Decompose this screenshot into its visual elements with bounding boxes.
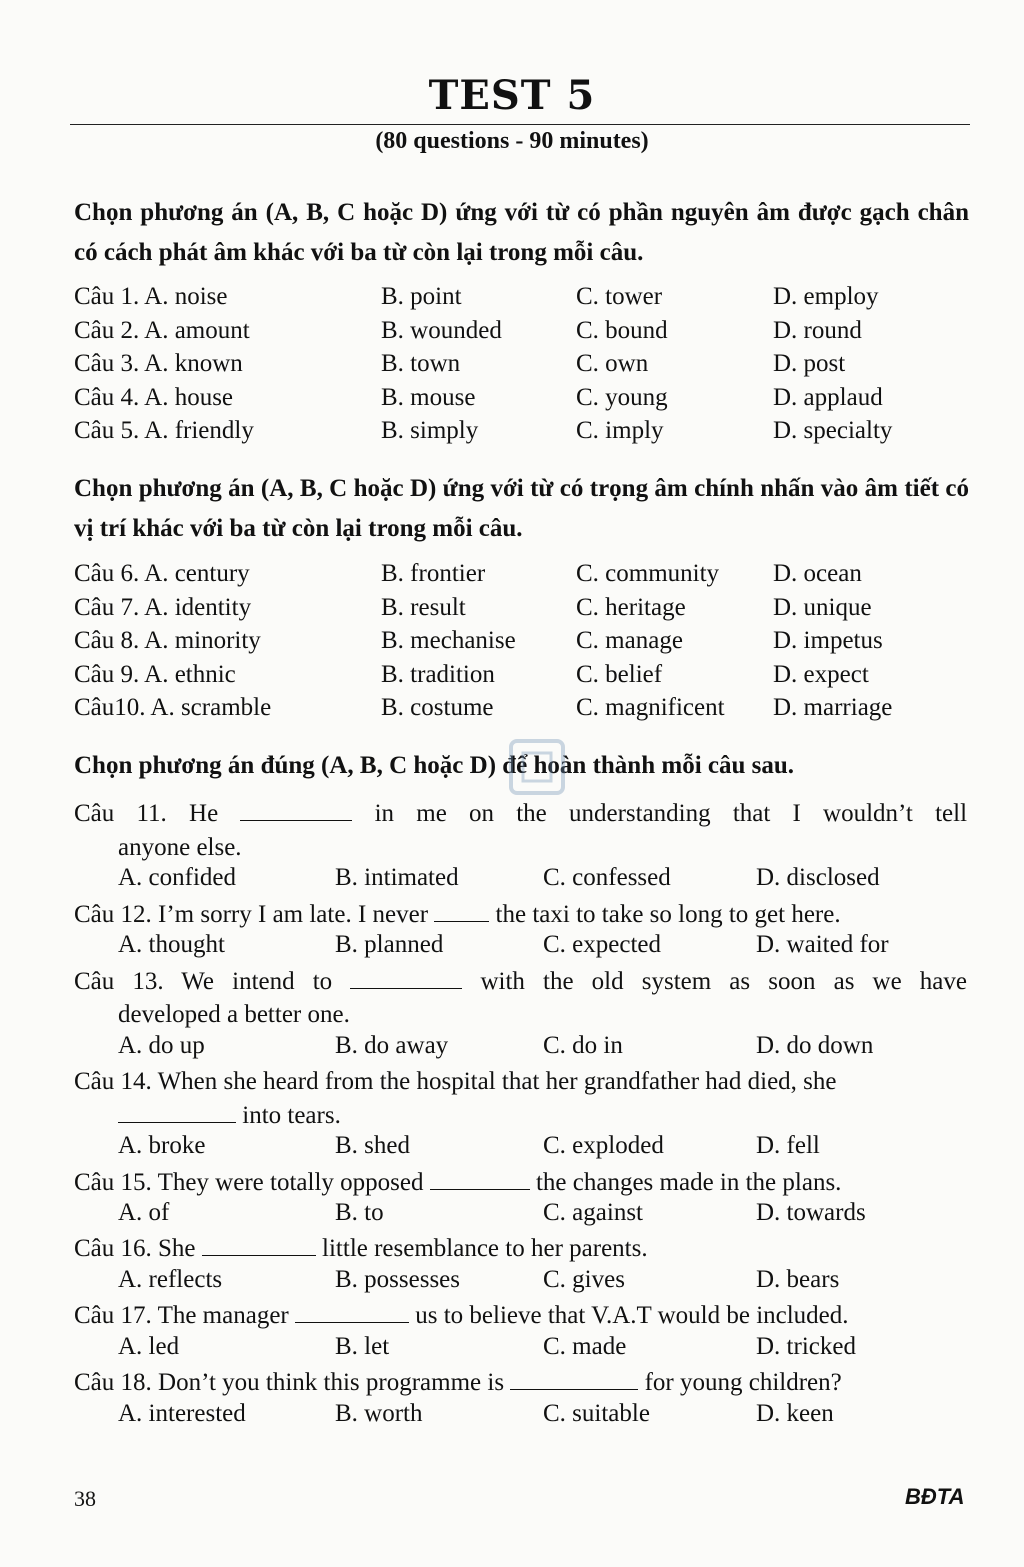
question-text: the taxi to take so long to get here. (495, 901, 841, 928)
answer-blank (118, 1100, 236, 1123)
question-stem: Câu 6. A. century (74, 560, 250, 587)
option-c: C. manage (576, 627, 683, 654)
question-row (0, 661, 1024, 695)
question-text: Câu 13. We intend to (74, 968, 333, 995)
option-d: D. do down (756, 1032, 874, 1059)
option-a: A. reflects (118, 1266, 223, 1293)
question-15 (74, 1166, 967, 1200)
question-text: into tears. (242, 1102, 341, 1129)
question-16 (74, 1232, 967, 1266)
question-text: Câu 16. She (74, 1235, 196, 1262)
option-c: C. gives (543, 1266, 625, 1293)
option-d: D. specialty (773, 417, 893, 444)
option-c: C. suitable (543, 1400, 650, 1427)
option-c: C. tower (576, 283, 663, 310)
test-subtitle: (80 questions - 90 minutes) (375, 128, 649, 154)
title-divider (70, 124, 970, 125)
option-a: A. led (118, 1333, 180, 1360)
option-a: A. thought (118, 931, 225, 958)
option-b: B. planned (335, 931, 444, 958)
question-text: Câu 11. He (74, 800, 219, 827)
option-a: A. do up (118, 1032, 205, 1059)
option-c: C. bound (576, 317, 668, 344)
options-row (0, 1333, 1024, 1367)
answer-blank (202, 1233, 316, 1256)
option-b: B. simply (381, 417, 479, 444)
question-row (0, 694, 1024, 728)
option-b: B. point (381, 283, 462, 310)
option-c: C. belief (576, 661, 663, 688)
question-stem: Câu 4. A. house (74, 384, 234, 411)
answer-blank (510, 1367, 638, 1390)
options-row (0, 931, 1024, 965)
option-a: A. interested (118, 1400, 246, 1427)
option-b: B. to (335, 1199, 384, 1226)
question-text: Câu 18. Don’t you think this programme is (74, 1369, 505, 1396)
option-d: D. tricked (756, 1333, 856, 1360)
option-a: A. broke (118, 1132, 206, 1159)
option-b: B. tradition (381, 661, 495, 688)
option-c: C. community (576, 560, 720, 587)
option-b: B. frontier (381, 560, 486, 587)
answer-blank (350, 966, 462, 989)
option-d: D. post (773, 350, 846, 377)
option-d: D. impetus (773, 627, 883, 654)
option-d: D. expect (773, 661, 869, 688)
test-title: TEST 5 (428, 72, 596, 119)
option-b: B. wounded (381, 317, 502, 344)
question-continuation: developed a better one. (118, 1001, 350, 1028)
option-d: D. round (773, 317, 862, 344)
question-12 (74, 898, 967, 932)
option-c: C. made (543, 1333, 627, 1360)
option-b: B. shed (335, 1132, 410, 1159)
question-text: little resemblance to her parents. (322, 1235, 648, 1262)
options-row (0, 1132, 1024, 1166)
option-c: C. magnificent (576, 694, 725, 721)
question-text: for young children? (644, 1369, 842, 1396)
option-b: B. do away (335, 1032, 449, 1059)
question-row (0, 594, 1024, 628)
option-d: D. disclosed (756, 864, 880, 891)
option-b: B. result (381, 594, 466, 621)
option-d: D. fell (756, 1132, 820, 1159)
question-stem: Câu10. A. scramble (74, 694, 272, 721)
option-d: D. towards (756, 1199, 866, 1226)
question-stem: Câu 1. A. noise (74, 283, 228, 310)
question-stem: Câu 8. A. minority (74, 627, 261, 654)
option-b: B. mouse (381, 384, 476, 411)
option-c: C. imply (576, 417, 664, 444)
question-text: Câu 14. When she heard from the hospital that her grandfather had died, she (74, 1068, 837, 1095)
question-text: Câu 12. I’m sorry I am late. I never (74, 901, 429, 928)
option-d: D. employ (773, 283, 879, 310)
question-row (0, 317, 1024, 351)
question-row (0, 283, 1024, 317)
option-a: A. of (118, 1199, 170, 1226)
question-11 (74, 797, 967, 831)
question-stem: Câu 2. A. amount (74, 317, 250, 344)
option-d: D. keen (756, 1400, 834, 1427)
question-14 (74, 1065, 967, 1099)
option-c: C. heritage (576, 594, 686, 621)
question-text: Câu 15. They were totally opposed (74, 1169, 424, 1196)
question-row (0, 627, 1024, 661)
options-row (0, 1400, 1024, 1434)
option-c: C. do in (543, 1032, 623, 1059)
option-b: B. worth (335, 1400, 423, 1427)
option-a: A. confided (118, 864, 237, 891)
question-text: with the old system as soon as we have (480, 968, 968, 995)
question-text: in me on the understanding that I wouldn’t tell (374, 800, 968, 827)
options-row (0, 1032, 1024, 1066)
question-text: us to believe that V.A.T would be included. (415, 1302, 849, 1329)
option-d: D. ocean (773, 560, 862, 587)
option-c: C. against (543, 1199, 643, 1226)
question-continuation: anyone else. (118, 834, 242, 861)
question-text: Câu 17. The manager (74, 1302, 289, 1329)
answer-blank (434, 899, 489, 922)
watermark-logo-icon (507, 737, 567, 797)
publisher-mark: BĐTA (905, 1484, 965, 1509)
option-d: D. marriage (773, 694, 893, 721)
options-row (0, 1199, 1024, 1233)
section3-instruction: Chọn phương án đúng (A, B, C hoặc D) để hoàn thành mỗi câu sau. (74, 752, 795, 779)
question-continuation (118, 1099, 341, 1133)
question-stem: Câu 9. A. ethnic (74, 661, 236, 688)
question-stem: Câu 3. A. known (74, 350, 243, 377)
section1-instruction: Chọn phương án (A, B, C hoặc D) ứng với từ có phần nguyên âm được gạch chân có cách phát âm khác với ba từ còn lại trong mỗi câu. (74, 199, 969, 266)
question-row (0, 384, 1024, 418)
option-c: C. own (576, 350, 649, 377)
question-17 (74, 1299, 967, 1333)
option-d: D. unique (773, 594, 872, 621)
options-row (0, 1266, 1024, 1300)
option-c: C. exploded (543, 1132, 664, 1159)
option-b: B. town (381, 350, 461, 377)
option-d: D. waited for (756, 931, 889, 958)
option-c: C. confessed (543, 864, 671, 891)
section2-instruction: Chọn phương án (A, B, C hoặc D) ứng với từ có trọng âm chính nhấn vào âm tiết có vị trí khác với ba từ còn lại trong mỗi câu. (74, 475, 969, 542)
question-row (0, 350, 1024, 384)
question-13 (74, 965, 967, 999)
question-row (0, 560, 1024, 594)
option-b: B. let (335, 1333, 390, 1360)
option-b: B. intimated (335, 864, 459, 891)
page-number: 38 (74, 1486, 96, 1511)
option-c: C. young (576, 384, 668, 411)
question-18 (74, 1366, 967, 1400)
option-b: B. costume (381, 694, 494, 721)
question-row (0, 417, 1024, 451)
options-row (0, 864, 1024, 898)
question-stem: Câu 5. A. friendly (74, 417, 254, 444)
option-c: C. expected (543, 931, 662, 958)
option-d: D. bears (756, 1266, 840, 1293)
answer-blank (430, 1167, 530, 1190)
answer-blank (295, 1300, 409, 1323)
option-b: B. mechanise (381, 627, 516, 654)
question-stem: Câu 7. A. identity (74, 594, 252, 621)
option-b: B. possesses (335, 1266, 461, 1293)
answer-blank (240, 798, 352, 821)
question-text: the changes made in the plans. (535, 1169, 842, 1196)
option-d: D. applaud (773, 384, 883, 411)
